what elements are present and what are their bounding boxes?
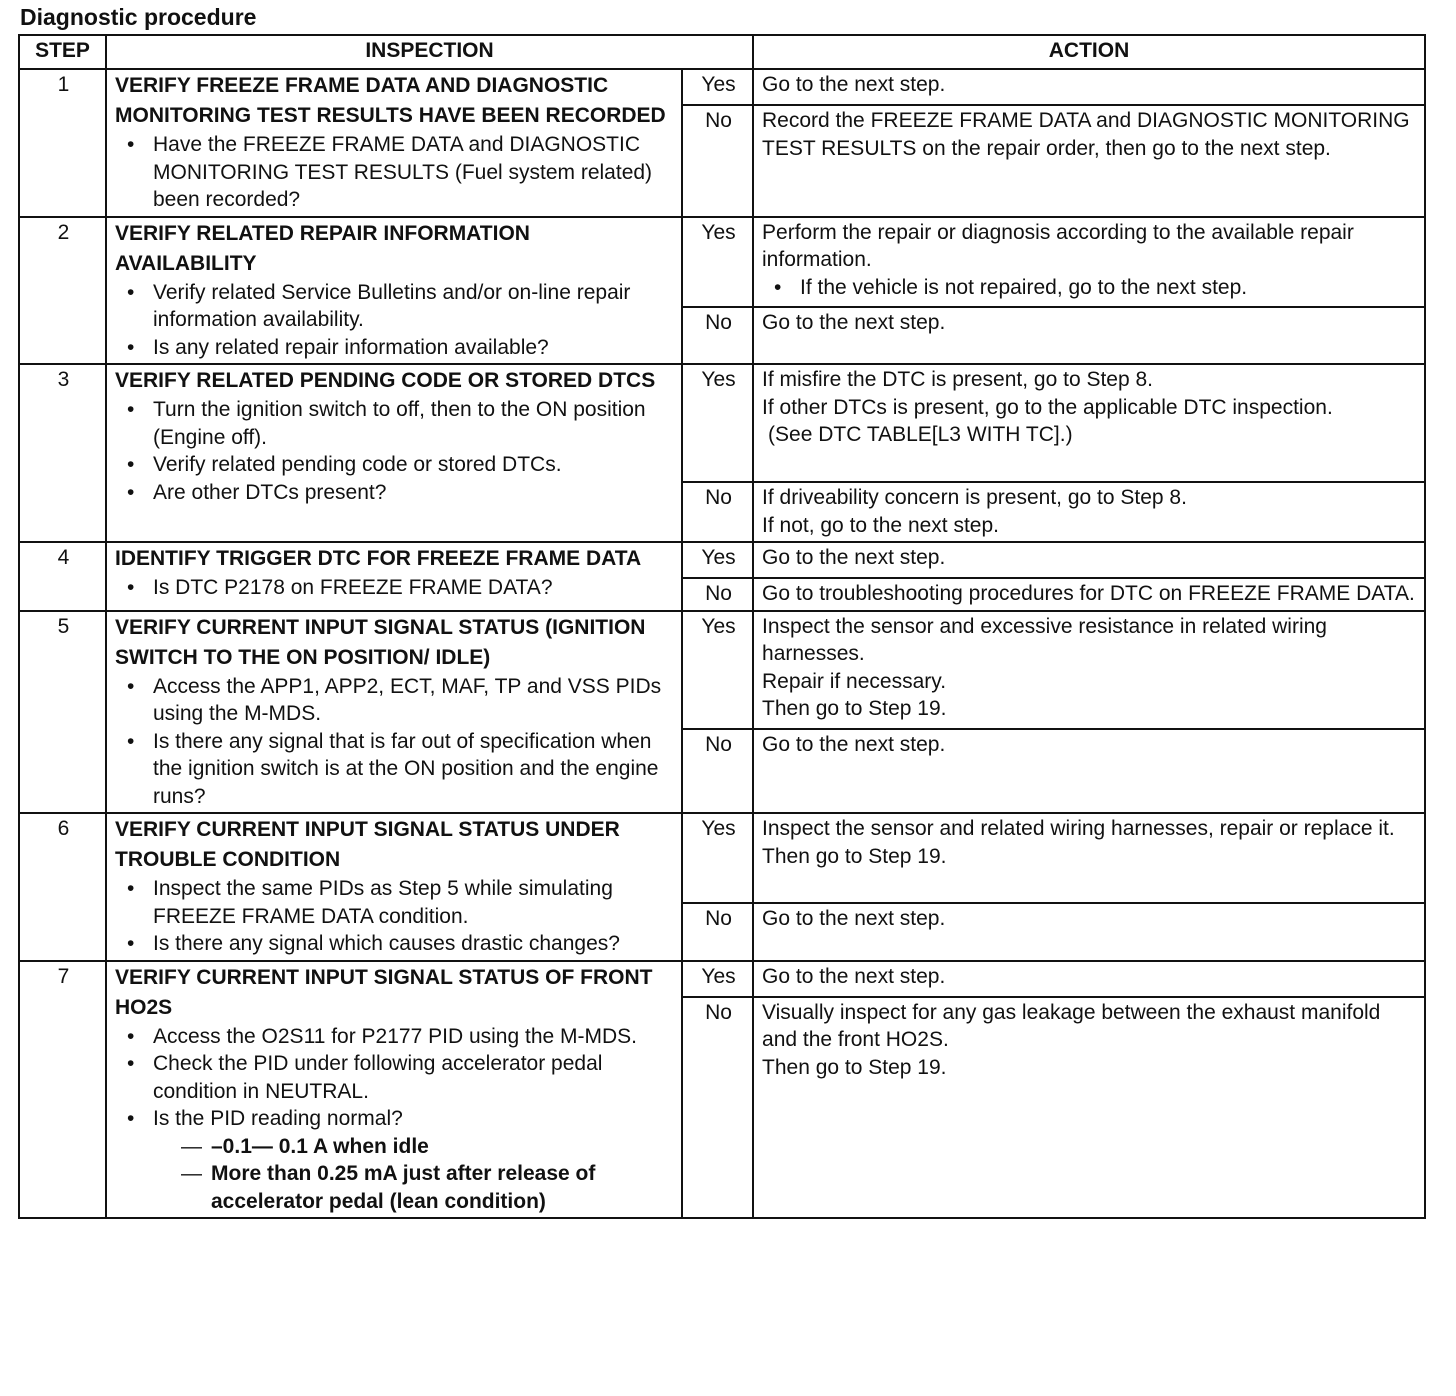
yes-action: [753, 69, 1425, 105]
list-item: • Check the PID under following accelerator pedal condition in NEUTRAL.: [153, 1050, 675, 1105]
action-text: If driveability concern is present, go to Step 8.: [762, 486, 1187, 509]
inspection-cell: [106, 364, 682, 542]
inspection-title: VERIFY CURRENT INPUT SIGNAL STATUS (IGNITION SWITCH TO THE ON POSITION/ IDLE): [115, 615, 646, 669]
yes-action: [753, 961, 1425, 997]
yes-action: [753, 364, 1425, 482]
step-number: 3: [19, 364, 106, 542]
table-row: [19, 542, 1425, 578]
yes-label: Yes: [682, 611, 753, 729]
action-text: If misfire the DTC is present, go to Step 8.: [762, 368, 1154, 391]
inspection-cell: [106, 611, 682, 814]
table-header-row: [19, 35, 1425, 69]
step-number: 6: [19, 813, 106, 961]
no-label: No: [682, 482, 753, 542]
yes-label: Yes: [682, 217, 753, 307]
list-item: • Is DTC P2178 on FREEZE FRAME DATA?: [153, 574, 675, 602]
no-label: No: [682, 997, 753, 1219]
inspection-bullets: [115, 396, 675, 506]
action-text: Then go to Step 19.: [762, 697, 947, 720]
inspection-cell: [106, 542, 682, 611]
yes-action: [753, 611, 1425, 729]
list-item: — –0.1— 0.1 A when idle: [211, 1133, 675, 1161]
list-item: • Verify related Service Bulletins and/or on-line repair information availability.: [153, 279, 675, 334]
table-row: [19, 961, 1425, 997]
list-item: • Inspect the same PIDs as Step 5 while simulating FREEZE FRAME DATA condition.: [153, 875, 675, 930]
action-text: Record the FREEZE FRAME DATA and DIAGNOSTIC MONITORING TEST RESULTS on the repair order, then go to the next step.: [762, 109, 1410, 160]
list-item: • Verify related pending code or stored DTCs.: [153, 451, 675, 479]
inspection-title: IDENTIFY TRIGGER DTC FOR FREEZE FRAME DATA: [115, 547, 642, 570]
yes-label: Yes: [682, 542, 753, 578]
inspection-cell: [106, 69, 682, 217]
list-item: • Is any related repair information available?: [153, 334, 675, 362]
table-row: [19, 364, 1425, 482]
table-row: [19, 69, 1425, 105]
list-item: • Are other DTCs present?: [153, 479, 675, 507]
no-label: No: [682, 578, 753, 611]
list-item: • Is there any signal that is far out of specification when the ignition switch is at the ON position and the engine runs?: [153, 728, 675, 811]
action-text: Repair if necessary.: [762, 669, 947, 693]
inspection-title: VERIFY CURRENT INPUT SIGNAL STATUS UNDER TROUBLE CONDITION: [115, 818, 620, 871]
action-text: If other DTCs is present, go to the applicable DTC inspection.: [762, 395, 1333, 419]
header-action: ACTION: [753, 35, 1425, 69]
step-number: 4: [19, 542, 106, 611]
yes-action: [753, 542, 1425, 578]
header-step: STEP: [19, 35, 106, 69]
list-item: • Is there any signal which causes drastic changes?: [153, 930, 675, 958]
inspection-bullets: [115, 1023, 675, 1133]
inspection-bullets: [115, 673, 675, 811]
table-row: [19, 217, 1425, 307]
inspection-bullets: [115, 574, 675, 602]
inspection-title: VERIFY RELATED PENDING CODE OR STORED DTCS: [115, 369, 656, 392]
action-text: Go to the next step.: [762, 546, 946, 569]
list-item: • Access the O2S11 for P2177 PID using the M-MDS.: [153, 1023, 675, 1051]
action-text: Inspect the sensor and related wiring harnesses, repair or replace it.: [762, 817, 1395, 840]
yes-label: Yes: [682, 69, 753, 105]
list-item: • Turn the ignition switch to off, then to the ON position (Engine off).: [153, 396, 675, 451]
yes-action: [753, 217, 1425, 307]
diagnostic-procedure-table: [18, 34, 1426, 1219]
yes-label: Yes: [682, 813, 753, 903]
action-text: Go to the next step.: [762, 964, 946, 988]
inspection-title: VERIFY RELATED REPAIR INFORMATION AVAILABILITY: [115, 221, 530, 275]
table-row: [19, 611, 1425, 729]
no-action: [753, 307, 1425, 365]
list-item: — More than 0.25 mA just after release of accelerator pedal (lean condition): [211, 1160, 675, 1215]
yes-label: Yes: [682, 961, 753, 997]
step-number: 1: [19, 69, 106, 217]
no-label: No: [682, 729, 753, 814]
no-action: [753, 105, 1425, 217]
inspection-cell: [106, 813, 682, 961]
action-text: Go to the next step.: [762, 907, 946, 930]
no-action: [753, 903, 1425, 961]
action-text: Inspect the sensor and excessive resistance in related wiring harnesses.: [762, 614, 1327, 665]
list-item: • Access the APP1, APP2, ECT, MAF, TP and VSS PIDs using the M-MDS.: [153, 673, 675, 728]
inspection-bullets: [115, 875, 675, 958]
yes-label: Yes: [682, 364, 753, 482]
step-number: 5: [19, 611, 106, 814]
inspection-bullets: [115, 279, 675, 362]
no-action: [753, 482, 1425, 542]
no-label: No: [682, 307, 753, 365]
action-text: Go to the next step.: [762, 732, 946, 756]
action-text: Then go to Step 19.: [762, 844, 947, 868]
list-item: • Have the FREEZE FRAME DATA and DIAGNOSTIC MONITORING TEST RESULTS (Fuel system related) been recorded?: [153, 131, 675, 214]
inspection-cell: [106, 961, 682, 1219]
criteria-list: [183, 1133, 675, 1216]
no-action: [753, 729, 1425, 814]
step-number: 2: [19, 217, 106, 365]
action-text: Then go to Step 19.: [762, 1055, 947, 1079]
inspection-cell: [106, 217, 682, 365]
action-text: If not, go to the next step.: [762, 513, 1000, 537]
page-title: Diagnostic procedure: [20, 4, 257, 30]
step-number: 7: [19, 961, 106, 1219]
action-text: Visually inspect for any gas leakage between the exhaust manifold and the front HO2S.: [762, 1000, 1381, 1051]
action-text: Go to troubleshooting procedures for DTC on FREEZE FRAME DATA.: [762, 582, 1415, 605]
no-label: No: [682, 105, 753, 217]
list-item: • Is the PID reading normal?: [153, 1105, 675, 1133]
inspection-title: VERIFY CURRENT INPUT SIGNAL STATUS OF FRONT HO2S: [115, 965, 653, 1019]
inspection-title: VERIFY FREEZE FRAME DATA AND DIAGNOSTIC MONITORING TEST RESULTS HAVE BEEN RECORDED: [115, 74, 666, 127]
yes-action: [753, 813, 1425, 903]
no-action: [753, 997, 1425, 1219]
inspection-bullets: [115, 131, 675, 214]
action-text: (See DTC TABLE[L3 WITH TC].): [768, 423, 1073, 446]
action-text: Go to the next step.: [762, 310, 946, 334]
action-text: Perform the repair or diagnosis according to the available repair information.: [762, 220, 1354, 271]
action-text: Go to the next step.: [762, 73, 946, 96]
header-inspection: INSPECTION: [106, 35, 753, 69]
no-label: No: [682, 903, 753, 961]
action-bullet: • If the vehicle is not repaired, go to the next step.: [762, 274, 1418, 302]
table-row: [19, 813, 1425, 903]
no-action: [753, 578, 1425, 611]
